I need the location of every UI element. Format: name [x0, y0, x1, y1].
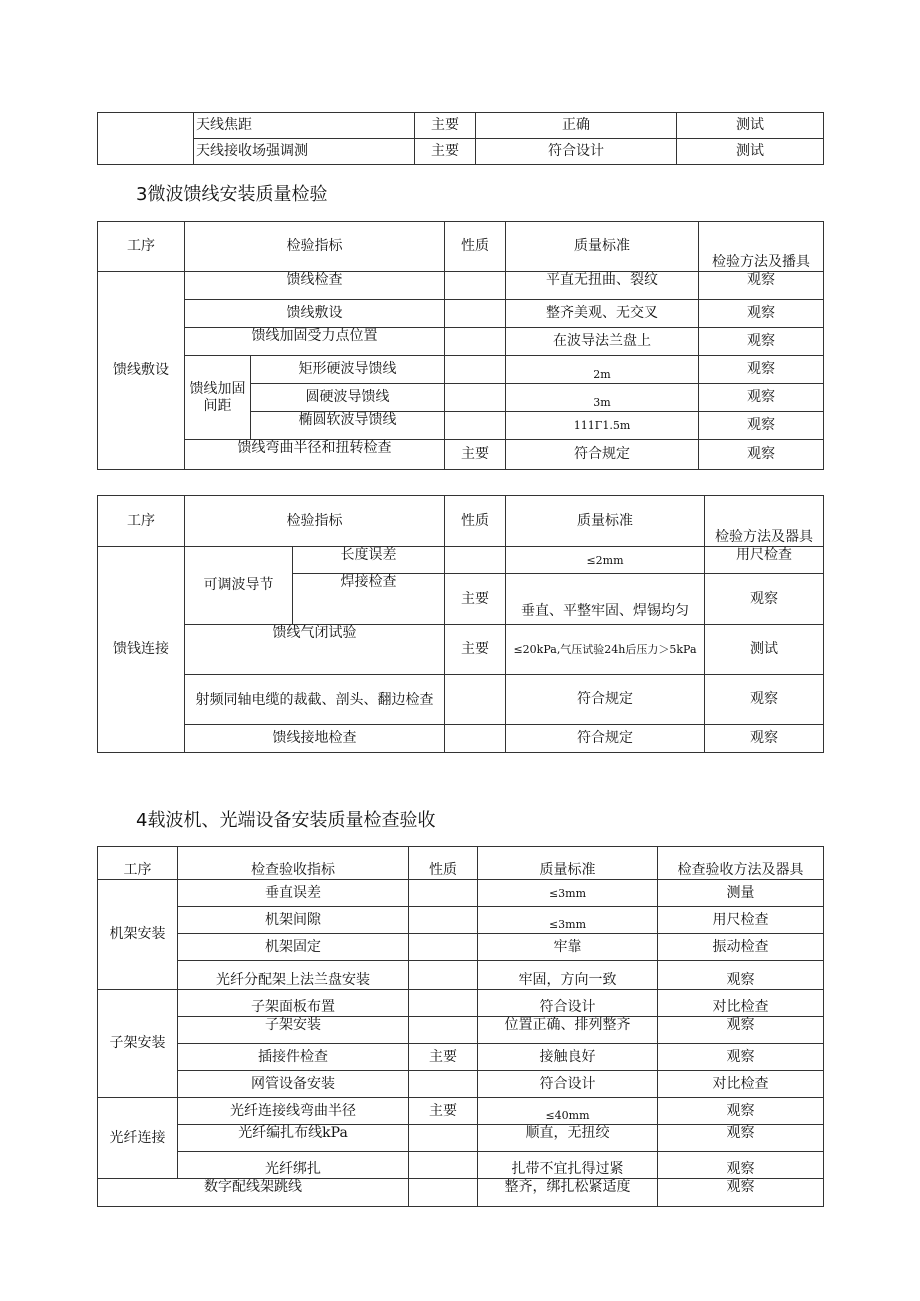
header-standard: 质量标准	[478, 847, 658, 880]
indicator-cell: 射频同轴电缆的裁截、剖头、翻边检查	[185, 675, 445, 725]
nature-cell: 主要	[445, 625, 506, 675]
method-cell: 观察	[705, 725, 824, 753]
standard-cell: 整齐，绑扎松紧适度	[478, 1179, 658, 1207]
table-row	[98, 547, 824, 574]
nature-cell	[445, 328, 506, 356]
header-row	[98, 496, 824, 547]
process-cell: 子架安装	[98, 990, 178, 1098]
header-indicator: 检查验收指标	[178, 847, 409, 880]
table-row	[98, 1125, 824, 1152]
process-cell: 光纤连接	[98, 1098, 178, 1179]
standard-cell: 牢靠	[478, 934, 658, 961]
method-cell: 用尺检查	[658, 907, 824, 934]
table-row	[98, 675, 824, 725]
indicator-cell: 光纤绑扎	[178, 1152, 409, 1179]
header-row	[98, 847, 824, 880]
method-cell: 对比检查	[658, 990, 824, 1017]
process-cell: 馈钱连接	[98, 547, 185, 753]
nature-cell	[409, 934, 478, 961]
standard-cell: ≤40mm	[478, 1098, 658, 1125]
standard-cell: ≤3mm	[478, 880, 658, 907]
method-cell: 观察	[658, 1179, 824, 1207]
nature-cell	[445, 547, 506, 574]
table-row	[98, 113, 824, 139]
method-cell: 观察	[699, 328, 824, 356]
indicator-cell: 机架间隙	[178, 907, 409, 934]
table-row	[98, 1152, 824, 1179]
nature-cell	[445, 300, 506, 328]
standard-cell: 位置正确、排列整齐	[478, 1017, 658, 1044]
standard-cell: 符合设计	[478, 990, 658, 1017]
table-row	[98, 1071, 824, 1098]
table-row	[98, 1098, 824, 1125]
nature-cell: 主要	[415, 139, 476, 165]
indicator-cell: 长度误差	[293, 547, 445, 574]
table-row	[98, 725, 824, 753]
method-cell: 观察	[699, 440, 824, 470]
method-cell: 观察	[658, 961, 824, 990]
process-cell	[98, 113, 194, 165]
standard-cell: 符合规定	[506, 725, 705, 753]
header-indicator: 检验指标	[185, 496, 445, 547]
indicator-cell: 馈线气闭试验	[185, 625, 445, 675]
standard-cell: ≤2mm	[506, 547, 705, 574]
indicator-cell: 馈线检查	[185, 272, 445, 300]
table-row	[98, 907, 824, 934]
method-cell: 对比检查	[658, 1071, 824, 1098]
indicator-cell: 光纤编扎布线kPa	[178, 1125, 409, 1152]
nature-cell	[409, 961, 478, 990]
method-cell: 振动检查	[658, 934, 824, 961]
header-row	[98, 222, 824, 272]
nature-cell	[409, 1152, 478, 1179]
nature-cell	[409, 880, 478, 907]
standard-cell: 2m	[506, 356, 699, 384]
table-row	[98, 139, 824, 165]
nature-cell	[445, 725, 506, 753]
indicator-cell: 网管设备安装	[178, 1071, 409, 1098]
indicator-cell: 馈线接地检查	[185, 725, 445, 753]
method-cell: 测试	[705, 625, 824, 675]
nature-cell	[445, 272, 506, 300]
method-cell: 观察	[658, 1152, 824, 1179]
table-row	[98, 1044, 824, 1071]
indicator-cell: 焊接检查	[293, 574, 445, 625]
method-cell: 观察	[658, 1017, 824, 1044]
indicator-cell: 圆硬波导馈线	[251, 384, 445, 412]
indicator-cell: 天线接收场强调测	[194, 139, 415, 165]
section-heading-4: 4载波机、光端设备安装质量检查验收	[136, 810, 436, 831]
method-cell: 测试	[677, 113, 824, 139]
header-indicator: 检验指标	[185, 222, 445, 272]
table-row	[98, 1179, 824, 1207]
nature-cell: 主要	[415, 113, 476, 139]
header-standard: 质量标准	[506, 222, 699, 272]
header-nature: 性质	[409, 847, 478, 880]
feeder-install-table	[97, 221, 824, 470]
standard-cell: 牢固，方向一致	[478, 961, 658, 990]
standard-cell: 扎带不宜扎得过紧	[478, 1152, 658, 1179]
indicator-cell: 光纤分配架上法兰盘安装	[178, 961, 409, 990]
nature-cell	[445, 384, 506, 412]
table-row	[98, 880, 824, 907]
nature-cell: 主要	[445, 574, 506, 625]
nature-cell: 主要	[409, 1044, 478, 1071]
nature-cell	[409, 1179, 478, 1207]
nature-cell: 主要	[445, 440, 506, 470]
method-cell: 观察	[658, 1044, 824, 1071]
table-row	[98, 990, 824, 1017]
standard-cell: ≤3mm	[478, 907, 658, 934]
standard-cell: ≤20kPa,气压试验24h后压力＞5kPa	[506, 625, 705, 675]
indicator-cell: 矩形硬波导馈线	[251, 356, 445, 384]
feeder-connect-table	[97, 495, 824, 753]
method-cell: 观察	[699, 384, 824, 412]
method-cell: 观察	[658, 1125, 824, 1152]
table-row	[98, 934, 824, 961]
header-standard: 质量标准	[506, 496, 705, 547]
table-row	[98, 440, 824, 470]
method-cell: 观察	[699, 272, 824, 300]
method-cell: 观察	[699, 356, 824, 384]
indicator-cell: 椭圆软波导馈线	[251, 412, 445, 440]
standard-cell: 111Γ1.5m	[506, 412, 699, 440]
nature-cell	[409, 1125, 478, 1152]
indicator-cell: 子架安装	[178, 1017, 409, 1044]
table-row	[98, 961, 824, 990]
nature-cell	[409, 907, 478, 934]
header-process: 工序	[98, 222, 185, 272]
standard-cell: 符合规定	[506, 675, 705, 725]
indicator-cell: 数字配线架跳线	[98, 1179, 409, 1207]
nature-cell	[445, 412, 506, 440]
header-method: 检查验收方法及器具	[658, 847, 824, 880]
indicator-cell: 光纤连接线弯曲半径	[178, 1098, 409, 1125]
process-cell: 机架安装	[98, 880, 178, 990]
table-row	[98, 625, 824, 675]
method-cell: 测量	[658, 880, 824, 907]
standard-cell: 顺直，无扭绞	[478, 1125, 658, 1152]
standard-cell: 接触良好	[478, 1044, 658, 1071]
method-cell: 测试	[677, 139, 824, 165]
method-cell: 观察	[699, 300, 824, 328]
header-method: 检验方法及器具	[705, 496, 824, 547]
standard-cell: 符合设计	[478, 1071, 658, 1098]
table-row	[98, 272, 824, 300]
group-cell: 馈线加固间距	[185, 356, 251, 440]
antenna-table	[97, 112, 824, 165]
nature-cell	[409, 990, 478, 1017]
indicator-cell: 馈线敷设	[185, 300, 445, 328]
table-row	[98, 356, 824, 384]
section-heading-3: 3微波馈线安装质量检验	[136, 184, 328, 205]
method-cell: 观察	[658, 1098, 824, 1125]
header-nature: 性质	[445, 496, 506, 547]
table-row	[98, 328, 824, 356]
standard-cell: 在波导法兰盘上	[506, 328, 699, 356]
indicator-cell: 馈线弯曲半径和扭转检查	[185, 440, 445, 470]
indicator-cell: 子架面板布置	[178, 990, 409, 1017]
nature-cell	[409, 1017, 478, 1044]
standard-cell: 整齐美观、无交叉	[506, 300, 699, 328]
header-method: 检验方法及播具	[699, 222, 824, 272]
nature-cell: 主要	[409, 1098, 478, 1125]
table-row	[98, 300, 824, 328]
method-cell: 观察	[705, 574, 824, 625]
nature-cell	[445, 675, 506, 725]
standard-cell: 3m	[506, 384, 699, 412]
indicator-cell: 天线焦距	[194, 113, 415, 139]
indicator-cell: 插接件检查	[178, 1044, 409, 1071]
method-cell: 观察	[699, 412, 824, 440]
method-cell: 观察	[705, 675, 824, 725]
standard-cell: 符合设计	[476, 139, 677, 165]
standard-cell: 平直无扭曲、裂纹	[506, 272, 699, 300]
standard-cell: 正确	[476, 113, 677, 139]
method-cell: 用尺检查	[705, 547, 824, 574]
indicator-cell: 机架固定	[178, 934, 409, 961]
indicator-cell: 垂直误差	[178, 880, 409, 907]
nature-cell	[409, 1071, 478, 1098]
nature-cell	[445, 356, 506, 384]
standard-cell: 符合规定	[506, 440, 699, 470]
process-cell: 馈线敷设	[98, 272, 185, 470]
group-cell: 可调波导节	[185, 547, 293, 625]
indicator-cell: 馈线加固受力点位置	[185, 328, 445, 356]
table-row	[98, 1017, 824, 1044]
header-process: 工序	[98, 847, 178, 880]
header-nature: 性质	[445, 222, 506, 272]
equipment-install-table	[97, 846, 824, 1207]
standard-cell: 垂直、平整牢固、焊锡均匀	[506, 574, 705, 625]
header-process: 工序	[98, 496, 185, 547]
